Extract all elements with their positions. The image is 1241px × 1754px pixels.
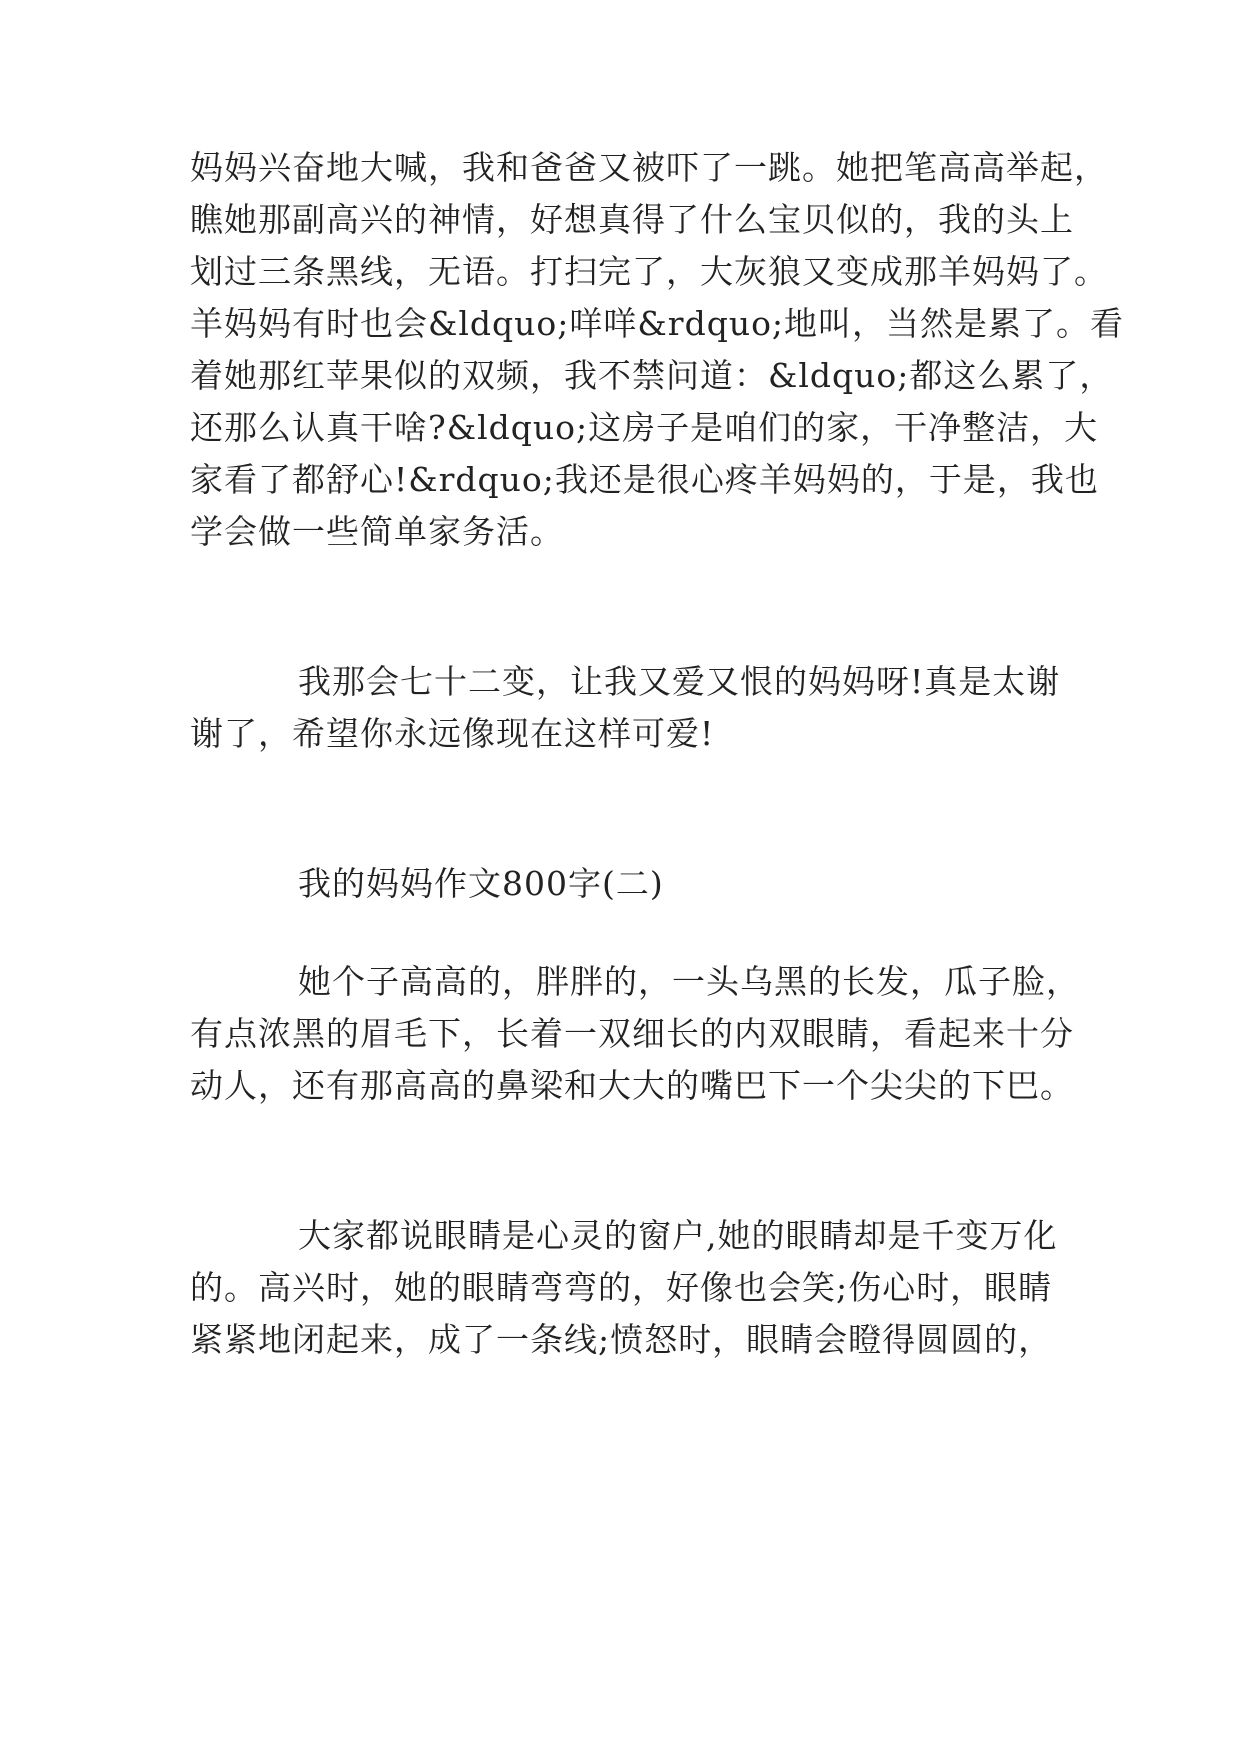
paragraph-line: 紧紧地闭起来，成了一条线;愤怒时，眼睛会瞪得圆圆的， [190,1320,1053,1359]
paragraph-line: 家看了都舒心!&rdquo;我还是很心疼羊妈妈的，于是，我也 [190,460,1099,499]
paragraph-line: 动人，还有那高高的鼻梁和大大的嘴巴下一个尖尖的下巴。 [190,1066,1074,1105]
paragraph-line: 学会做一些简单家务活。 [190,512,564,551]
paragraph-line: 妈妈兴奋地大喊，我和爸爸又被吓了一跳。她把笔高高举起， [190,148,1108,187]
paragraph-line: 我那会七十二变，让我又爱又恨的妈妈呀!真是太谢 [298,662,1061,701]
paragraph-line: 还那么认真干啥?&ldquo;这房子是咱们的家，干净整洁，大 [190,408,1099,447]
paragraph-line: 瞧她那副高兴的神情，好想真得了什么宝贝似的，我的头上 [190,200,1074,239]
paragraph-line: 划过三条黑线，无语。打扫完了，大灰狼又变成那羊妈妈了。 [190,252,1108,291]
paragraph-line: 大家都说眼睛是心灵的窗户,她的眼睛却是千变万化 [298,1216,1058,1255]
paragraph-line: 有点浓黑的眉毛下，长着一双细长的内双眼睛，看起来十分 [190,1014,1074,1053]
paragraph-line: 羊妈妈有时也会&ldquo;咩咩&rdquo;地叫，当然是累了。看 [190,304,1125,343]
paragraph-line: 她个子高高的，胖胖的，一头乌黑的长发，瓜子脸， [298,962,1080,1001]
section-heading: 我的妈妈作文800字(二) [298,864,664,903]
paragraph-line: 着她那红苹果似的双频，我不禁问道：&ldquo;都这么累了， [190,356,1114,395]
paragraph-line: 的。高兴时，她的眼睛弯弯的，好像也会笑;伤心时，眼睛 [190,1268,1053,1307]
paragraph-line: 谢了，希望你永远像现在这样可爱! [190,714,715,753]
